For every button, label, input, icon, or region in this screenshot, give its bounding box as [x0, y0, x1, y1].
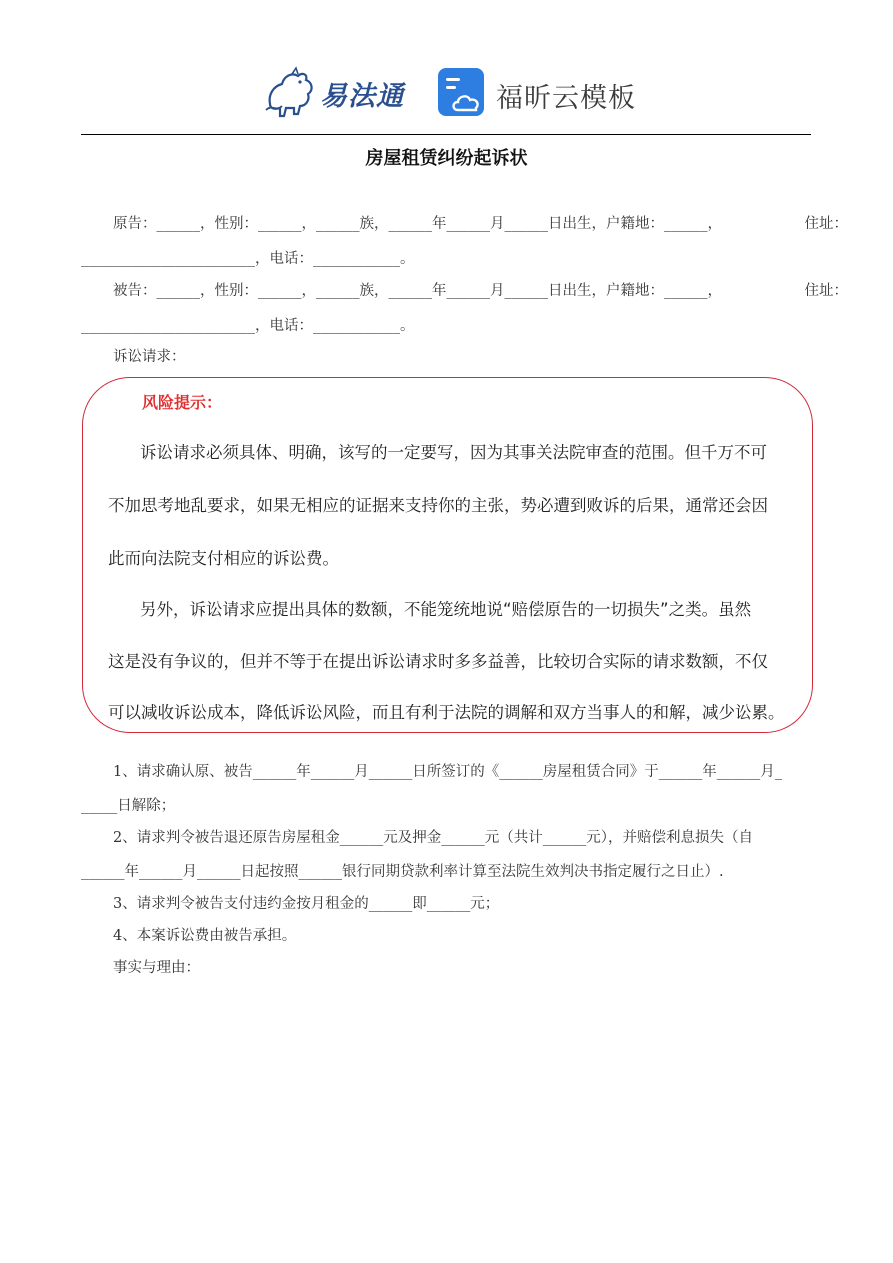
risk-notice-line: 可以减收诉讼成本，降低诉讼风险，而且有利于法院的调解和双方当事人的和解，减少讼累。 — [108, 703, 785, 722]
claim-item-2-cont: ______年______月______日起按照______银行同期贷款利率计算至法院生效判决书指定履行之日止）. — [81, 864, 724, 880]
yifatong-logo — [262, 64, 422, 120]
plaintiff-line-2: ________________________，电话：____________。 — [81, 251, 415, 267]
defendant-info: 被告：______，性别：______，______族，______年______月______日出生，户籍地：______， — [113, 283, 722, 299]
qilin-icon — [262, 64, 320, 120]
risk-notice-line: 此而向法院支付相应的诉讼费。 — [108, 549, 339, 568]
claim-item-1-cont: _____日解除； — [81, 798, 176, 814]
header — [0, 60, 893, 124]
plaintiff-info: 原告：______，性别：______，______族，______年______月______日出生，户籍地：______， — [113, 216, 722, 232]
cloud-document-icon — [436, 64, 488, 120]
header-divider — [81, 134, 811, 135]
claim-item-3: 3、请求判令被告支付违约金按月租金的______即______元； — [113, 896, 500, 912]
claims-label: 诉讼请求： — [113, 349, 186, 365]
document-title: 房屋租赁纠纷起诉状 — [365, 148, 528, 169]
fuxin-logo-text: 福昕云模板 — [496, 83, 636, 114]
defendant-address-label: 住址： — [804, 283, 848, 299]
defendant-line-2: ________________________，电话：____________。 — [81, 318, 415, 334]
risk-notice-line: 这是没有争议的，但并不等于在提出诉讼请求时多多益善，比较切合实际的请求数额，不仅 — [108, 652, 768, 671]
plaintiff-address-label: 住址： — [804, 216, 848, 232]
risk-notice-line: 诉讼请求必须具体、明确，该写的一定要写，因为其事关法院审查的范围。但千万不可 — [140, 443, 767, 462]
facts-label: 事实与理由： — [113, 960, 200, 976]
claim-item-1: 1、请求确认原、被告______年______月______日所签订的《______房屋租赁合同》于______年______月_ — [113, 764, 782, 780]
defendant-line-1 — [81, 279, 848, 300]
risk-notice-line: 另外，诉讼请求应提出具体的数额，不能笼统地说“赔偿原告的一切损失”之类。虽然 — [140, 600, 752, 619]
fuxin-logo — [436, 64, 656, 120]
claim-item-4: 4、本案诉讼费由被告承担。 — [113, 928, 297, 944]
plaintiff-line-1 — [81, 212, 848, 233]
claim-item-2: 2、请求判令被告退还原告房屋租金______元及押金______元（共计______元），并赔偿利息损失（自 — [113, 830, 753, 846]
risk-notice-line: 不加思考地乱要求，如果无相应的证据来支持你的主张，势必遭到败诉的后果，通常还会因 — [108, 496, 768, 515]
risk-notice-title: 风险提示： — [142, 393, 223, 412]
yifatong-logo-text: 易法通 — [320, 81, 404, 112]
